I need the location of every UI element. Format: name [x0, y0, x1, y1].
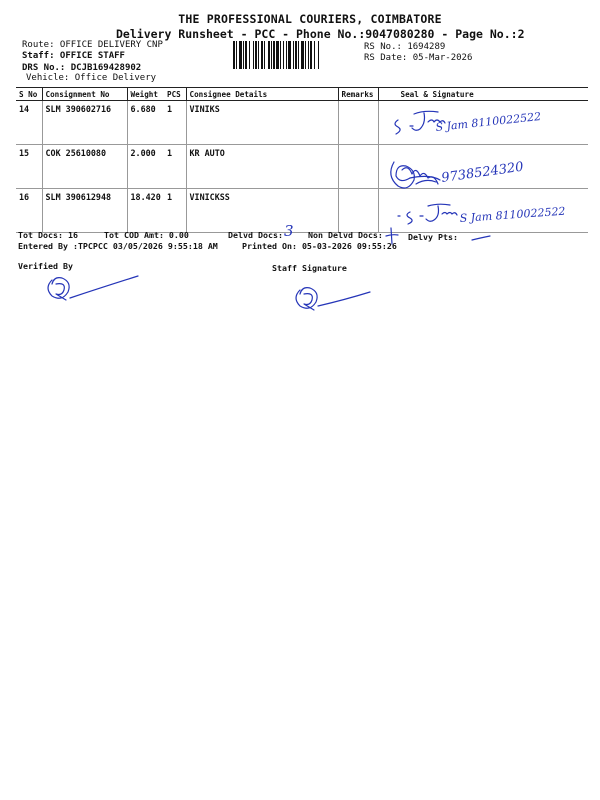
signature-phone-14: S Jam 8110022522	[434, 109, 542, 134]
verified-by-label: Verified By	[18, 261, 73, 271]
rs-number: RS No.: 1694289	[364, 42, 446, 52]
barcode-bar	[293, 41, 294, 69]
cell-consignment: SLM 390602716	[42, 101, 127, 145]
barcode-bar	[268, 41, 270, 69]
barcode-bar	[261, 41, 263, 69]
barcode-bar	[245, 41, 247, 69]
barcode-bar	[314, 41, 315, 69]
barcode-bar	[271, 41, 272, 69]
cell-pcs: 1	[164, 189, 186, 233]
barcode-bar	[258, 41, 259, 69]
col-consignee: Consignee Details	[186, 88, 338, 101]
cell-remarks	[338, 145, 378, 189]
col-consignment: Consignment No	[42, 88, 127, 101]
barcode-bar	[308, 41, 309, 69]
cell-sno: 15	[16, 145, 42, 189]
cell-consignment: COK 25610080	[42, 145, 127, 189]
barcode-bar	[318, 41, 319, 69]
cell-sno: 16	[16, 189, 42, 233]
barcode-bar	[305, 41, 306, 69]
total-cod-amount: Tot COD Amt: 0.00	[104, 230, 189, 240]
barcode-bar	[301, 41, 304, 69]
cell-weight: 6.680	[127, 101, 164, 145]
delivery-points-label: Delvy Pts:	[408, 232, 458, 242]
barcode-bar	[298, 41, 299, 69]
cell-pcs: 1	[164, 145, 186, 189]
cell-consignee: KR AUTO	[186, 145, 338, 189]
total-docs: Tot Docs: 16	[18, 230, 78, 240]
entered-by: Entered By :TPCPCC 03/05/2026 9:55:18 AM	[18, 241, 218, 251]
staff-signature	[288, 282, 378, 314]
barcode-bar	[286, 41, 287, 69]
cell-consignment: SLM 390612948	[42, 189, 127, 233]
signatures-overlay	[380, 100, 590, 230]
svg-text:3: 3	[284, 223, 294, 239]
barcode-bar	[295, 41, 297, 69]
barcode-bar	[280, 41, 281, 69]
barcode-bar	[239, 41, 242, 69]
barcode-bar	[249, 41, 250, 69]
barcode-bar	[276, 41, 279, 69]
barcode-bar	[310, 41, 312, 69]
staff-field: Staff: OFFICE STAFF	[22, 51, 125, 61]
runsheet-subtitle: Delivery Runsheet - PCC - Phone No.:9047080280 - Page No.:2	[116, 27, 525, 41]
cell-weight: 2.000	[127, 145, 164, 189]
printed-on: Printed On: 05-03-2026 09:55:26	[242, 241, 397, 251]
signature-phone-16: S Jam 8110022522	[459, 204, 566, 225]
delivered-docs-label: Delvd Docs:	[228, 230, 283, 240]
col-remarks: Remarks	[338, 88, 378, 101]
cell-consignee: VINICKSS	[186, 189, 338, 233]
delivered-docs-handwritten	[283, 223, 301, 239]
cell-consignee: VINIKS	[186, 101, 338, 145]
col-signature: Seal & Signature	[378, 88, 588, 101]
barcode-bar	[243, 41, 244, 69]
table-header-row	[16, 88, 588, 101]
col-pcs: PCS	[164, 88, 186, 101]
cell-sno: 14	[16, 101, 42, 145]
signature-row-15	[391, 160, 525, 188]
route-field: Route: OFFICE DELIVERY CNP	[22, 40, 163, 50]
non-delivered-docs-label: Non Delvd Docs:	[308, 230, 383, 240]
company-title: THE PROFESSIONAL COURIERS, COIMBATORE	[178, 12, 442, 26]
vehicle-field: Vehicle: Office Delivery	[26, 73, 157, 83]
drs-field: DRS No.: DCJB169428902	[22, 63, 142, 73]
barcode-bar	[253, 41, 254, 69]
barcode-bar	[233, 41, 235, 69]
barcode-bar	[255, 41, 257, 69]
cell-remarks	[338, 189, 378, 233]
staff-signature-label: Staff Signature	[272, 263, 347, 273]
col-weight: Weight	[127, 88, 164, 101]
barcode-bar	[264, 41, 265, 69]
signature-row-14	[395, 110, 542, 134]
cell-pcs: 1	[164, 101, 186, 145]
cell-remarks	[338, 101, 378, 145]
barcode-bar	[283, 41, 284, 69]
cell-weight: 18.420	[127, 189, 164, 233]
col-sno: S No	[16, 88, 42, 101]
barcode-image	[233, 41, 360, 69]
barcode-bar	[273, 41, 275, 69]
barcode-bar	[236, 41, 237, 69]
verified-by-signature	[40, 268, 150, 304]
signature-phone-15: 9738524320	[440, 159, 525, 186]
barcode-bar	[288, 41, 291, 69]
rs-date: RS Date: 05-Mar-2026	[364, 53, 473, 63]
